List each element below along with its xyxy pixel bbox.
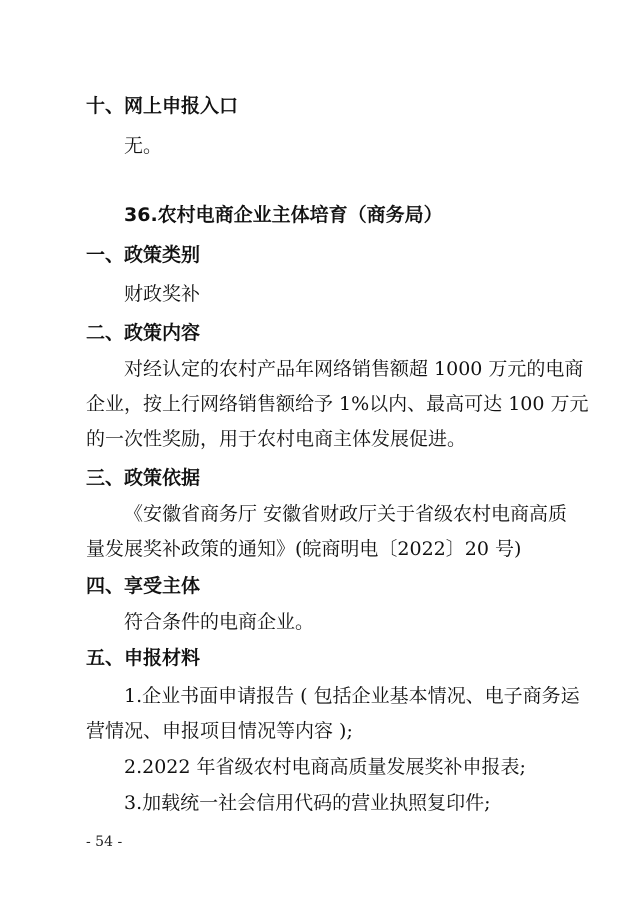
content-line-2: 企业，按上行网络销售额给予 1%以内、最高可达 100 万元 [86,393,589,415]
policy-title: 36.农村电商企业主体培育（商务局） [124,204,443,226]
page-number: - 54 - [86,834,123,850]
section-heading-online-entry: 十、网上申报入口 [86,95,239,117]
materials-line-2: 营情况、申报项目情况等内容 ); [86,720,353,742]
content-line-3: 的一次性奖励，用于农村电商主体发展促进。 [86,428,467,450]
section-heading-beneficiary: 四、享受主体 [86,575,201,597]
materials-line-1: 1.企业书面申请报告 ( 包括企业基本情况、电子商务运 [124,685,580,707]
content-line-1: 对经认定的农村产品年网络销售额超 1000 万元的电商 [124,358,584,380]
section-heading-content: 二、政策内容 [86,322,201,344]
basis-line-1: 《安徽省商务厅 安徽省财政厅关于省级农村电商高质 [124,503,568,525]
section-heading-materials: 五、申报材料 [86,647,201,669]
basis-line-2: 量发展奖补政策的通知》(皖商明电〔2022〕20 号) [86,538,522,560]
section-content-online-entry: 无。 [124,135,163,157]
materials-line-4: 3.加载统一社会信用代码的营业执照复印件; [124,792,491,814]
section-heading-category: 一、政策类别 [86,244,201,266]
section-content-category: 财政奖补 [124,283,201,305]
materials-line-3: 2.2022 年省级农村电商高质量发展奖补申报表; [124,756,526,778]
section-heading-basis: 三、政策依据 [86,467,201,489]
section-content-beneficiary: 符合条件的电商企业。 [124,611,315,633]
